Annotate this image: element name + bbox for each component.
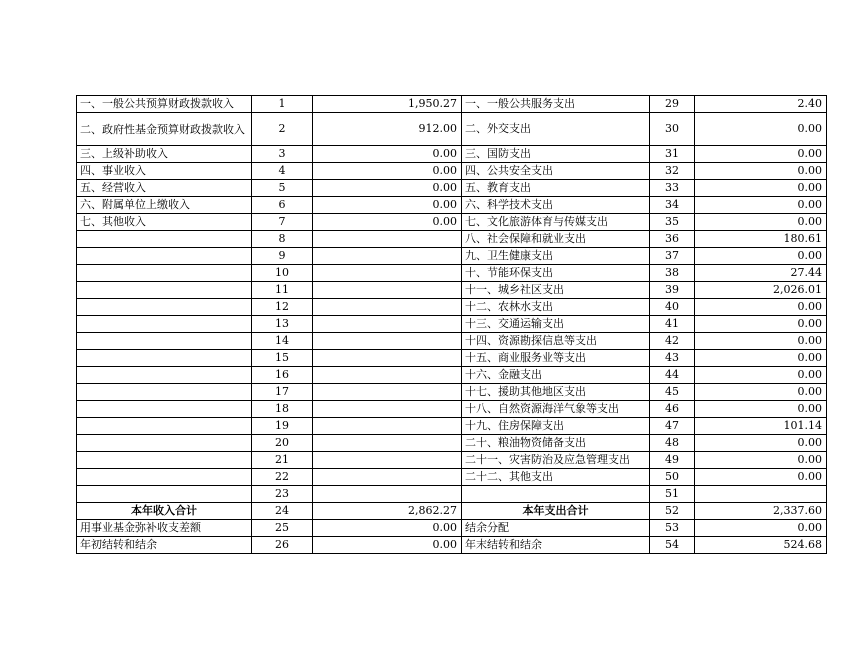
income-row-number: 20 (252, 435, 313, 452)
expense-row-number: 37 (650, 248, 695, 265)
income-row-number: 23 (252, 486, 313, 503)
table-row (77, 537, 827, 554)
expense-amount (695, 486, 827, 503)
expense-amount: 2,026.01 (695, 282, 827, 299)
income-item-label: 本年收入合计 (77, 503, 252, 520)
income-row-number: 15 (252, 350, 313, 367)
income-item-label (77, 486, 252, 503)
expense-item-label: 十四、资源勘探信息等支出 (462, 333, 650, 350)
expense-item-label: 结余分配 (462, 520, 650, 537)
table-row (77, 163, 827, 180)
table-row (77, 418, 827, 435)
expense-item-label: 十三、交通运输支出 (462, 316, 650, 333)
income-row-number: 18 (252, 401, 313, 418)
expense-item-label: 十六、金融支出 (462, 367, 650, 384)
expense-item-label: 五、教育支出 (462, 180, 650, 197)
expense-row-number: 34 (650, 197, 695, 214)
income-item-label (77, 333, 252, 350)
income-amount (313, 350, 462, 367)
income-amount: 1,950.27 (313, 96, 462, 113)
income-item-label (77, 452, 252, 469)
income-row-number: 10 (252, 265, 313, 282)
income-row-number: 17 (252, 384, 313, 401)
expense-item-label: 十一、城乡社区支出 (462, 282, 650, 299)
table-row (77, 316, 827, 333)
income-amount (313, 248, 462, 265)
income-row-number: 21 (252, 452, 313, 469)
expense-item-label: 本年支出合计 (462, 503, 650, 520)
income-amount (313, 418, 462, 435)
expense-amount: 0.00 (695, 401, 827, 418)
table-row (77, 469, 827, 486)
expense-item-label: 三、国防支出 (462, 146, 650, 163)
income-item-label: 六、附属单位上缴收入 (77, 197, 252, 214)
table-row (77, 96, 827, 113)
income-amount (313, 435, 462, 452)
income-item-label: 七、其他收入 (77, 214, 252, 231)
income-row-number: 3 (252, 146, 313, 163)
table-row (77, 503, 827, 520)
table-row (77, 282, 827, 299)
expense-amount: 0.00 (695, 214, 827, 231)
expense-row-number: 45 (650, 384, 695, 401)
expense-row-number: 42 (650, 333, 695, 350)
income-amount: 0.00 (313, 197, 462, 214)
expense-item-label: 六、科学技术支出 (462, 197, 650, 214)
table-row (77, 333, 827, 350)
income-row-number: 14 (252, 333, 313, 350)
expense-amount: 180.61 (695, 231, 827, 248)
expense-amount: 0.00 (695, 520, 827, 537)
expense-row-number: 47 (650, 418, 695, 435)
expense-item-label (462, 486, 650, 503)
income-item-label (77, 469, 252, 486)
table-row (77, 265, 827, 282)
table-row (77, 350, 827, 367)
expense-row-number: 29 (650, 96, 695, 113)
income-row-number: 6 (252, 197, 313, 214)
expense-row-number: 32 (650, 163, 695, 180)
expense-amount: 0.00 (695, 299, 827, 316)
income-amount (313, 384, 462, 401)
income-amount: 0.00 (313, 537, 462, 554)
income-amount (313, 282, 462, 299)
income-row-number: 22 (252, 469, 313, 486)
expense-amount: 0.00 (695, 197, 827, 214)
income-amount (313, 401, 462, 418)
expense-row-number: 48 (650, 435, 695, 452)
expense-row-number: 41 (650, 316, 695, 333)
expense-row-number: 30 (650, 113, 695, 146)
expense-item-label: 二十、粮油物资储备支出 (462, 435, 650, 452)
expense-item-label: 十九、住房保障支出 (462, 418, 650, 435)
income-row-number: 7 (252, 214, 313, 231)
income-amount (313, 486, 462, 503)
income-amount: 0.00 (313, 146, 462, 163)
income-amount: 0.00 (313, 180, 462, 197)
income-row-number: 24 (252, 503, 313, 520)
table-row (77, 180, 827, 197)
expense-item-label: 二十一、灾害防治及应急管理支出 (462, 452, 650, 469)
expense-amount: 27.44 (695, 265, 827, 282)
table-row (77, 146, 827, 163)
income-amount (313, 316, 462, 333)
expense-item-label: 十七、援助其他地区支出 (462, 384, 650, 401)
expense-amount: 0.00 (695, 333, 827, 350)
expense-amount: 101.14 (695, 418, 827, 435)
table-row (77, 367, 827, 384)
expense-item-label: 二、外交支出 (462, 113, 650, 146)
expense-item-label: 十、节能环保支出 (462, 265, 650, 282)
expense-amount: 0.00 (695, 316, 827, 333)
expense-row-number: 38 (650, 265, 695, 282)
expense-item-label: 九、卫生健康支出 (462, 248, 650, 265)
income-expense-table (76, 95, 827, 554)
income-row-number: 26 (252, 537, 313, 554)
income-item-label (77, 401, 252, 418)
expense-amount: 524.68 (695, 537, 827, 554)
income-item-label (77, 435, 252, 452)
income-item-label (77, 282, 252, 299)
expense-row-number: 43 (650, 350, 695, 367)
income-row-number: 8 (252, 231, 313, 248)
income-item-label (77, 350, 252, 367)
income-row-number: 4 (252, 163, 313, 180)
income-row-number: 2 (252, 113, 313, 146)
income-row-number: 11 (252, 282, 313, 299)
expense-amount: 0.00 (695, 180, 827, 197)
income-row-number: 13 (252, 316, 313, 333)
expense-row-number: 51 (650, 486, 695, 503)
expense-row-number: 40 (650, 299, 695, 316)
table-row (77, 401, 827, 418)
income-row-number: 12 (252, 299, 313, 316)
expense-row-number: 36 (650, 231, 695, 248)
income-amount (313, 299, 462, 316)
expense-item-label: 十二、农林水支出 (462, 299, 650, 316)
expense-amount: 0.00 (695, 384, 827, 401)
income-amount (313, 333, 462, 350)
income-item-label (77, 299, 252, 316)
expense-row-number: 35 (650, 214, 695, 231)
expense-row-number: 54 (650, 537, 695, 554)
table-row (77, 520, 827, 537)
income-row-number: 9 (252, 248, 313, 265)
income-item-label (77, 248, 252, 265)
expense-row-number: 33 (650, 180, 695, 197)
expense-item-label: 十五、商业服务业等支出 (462, 350, 650, 367)
table-row (77, 197, 827, 214)
income-item-label (77, 231, 252, 248)
table-row (77, 113, 827, 146)
table-row (77, 299, 827, 316)
expense-item-label: 十八、自然资源海洋气象等支出 (462, 401, 650, 418)
expense-amount: 2,337.60 (695, 503, 827, 520)
table-row (77, 231, 827, 248)
expense-amount: 0.00 (695, 248, 827, 265)
expense-item-label: 八、社会保障和就业支出 (462, 231, 650, 248)
income-amount (313, 231, 462, 248)
income-row-number: 25 (252, 520, 313, 537)
income-row-number: 1 (252, 96, 313, 113)
table-row (77, 214, 827, 231)
income-item-label (77, 265, 252, 282)
income-item-label (77, 384, 252, 401)
expense-row-number: 53 (650, 520, 695, 537)
expense-amount: 2.40 (695, 96, 827, 113)
income-item-label: 用事业基金弥补收支差额 (77, 520, 252, 537)
income-amount (313, 469, 462, 486)
table-row (77, 248, 827, 265)
expense-amount: 0.00 (695, 350, 827, 367)
table-row (77, 384, 827, 401)
income-row-number: 19 (252, 418, 313, 435)
expense-row-number: 49 (650, 452, 695, 469)
expense-row-number: 46 (650, 401, 695, 418)
table-body (77, 96, 827, 554)
income-amount (313, 452, 462, 469)
expense-row-number: 31 (650, 146, 695, 163)
expense-row-number: 44 (650, 367, 695, 384)
income-item-label (77, 367, 252, 384)
income-row-number: 16 (252, 367, 313, 384)
expense-row-number: 39 (650, 282, 695, 299)
table-row (77, 435, 827, 452)
income-item-label (77, 316, 252, 333)
income-amount: 0.00 (313, 163, 462, 180)
income-amount (313, 265, 462, 282)
expense-amount: 0.00 (695, 452, 827, 469)
expense-amount: 0.00 (695, 146, 827, 163)
income-item-label: 一、一般公共预算财政拨款收入 (77, 96, 252, 113)
income-item-label: 三、上级补助收入 (77, 146, 252, 163)
expense-amount: 0.00 (695, 113, 827, 146)
expense-item-label: 一、一般公共服务支出 (462, 96, 650, 113)
income-amount: 2,862.27 (313, 503, 462, 520)
table-row (77, 452, 827, 469)
income-item-label: 五、经营收入 (77, 180, 252, 197)
expense-row-number: 52 (650, 503, 695, 520)
income-amount: 0.00 (313, 520, 462, 537)
expense-amount: 0.00 (695, 469, 827, 486)
expense-item-label: 二十二、其他支出 (462, 469, 650, 486)
income-item-label: 四、事业收入 (77, 163, 252, 180)
expense-item-label: 四、公共安全支出 (462, 163, 650, 180)
income-amount (313, 367, 462, 384)
income-item-label (77, 418, 252, 435)
expense-item-label: 年末结转和结余 (462, 537, 650, 554)
income-amount: 912.00 (313, 113, 462, 146)
income-item-label: 二、政府性基金预算财政拨款收入 (77, 113, 252, 146)
expense-amount: 0.00 (695, 163, 827, 180)
expense-amount: 0.00 (695, 367, 827, 384)
income-amount: 0.00 (313, 214, 462, 231)
table-row (77, 486, 827, 503)
expense-item-label: 七、文化旅游体育与传媒支出 (462, 214, 650, 231)
income-row-number: 5 (252, 180, 313, 197)
expense-amount: 0.00 (695, 435, 827, 452)
expense-row-number: 50 (650, 469, 695, 486)
income-item-label: 年初结转和结余 (77, 537, 252, 554)
